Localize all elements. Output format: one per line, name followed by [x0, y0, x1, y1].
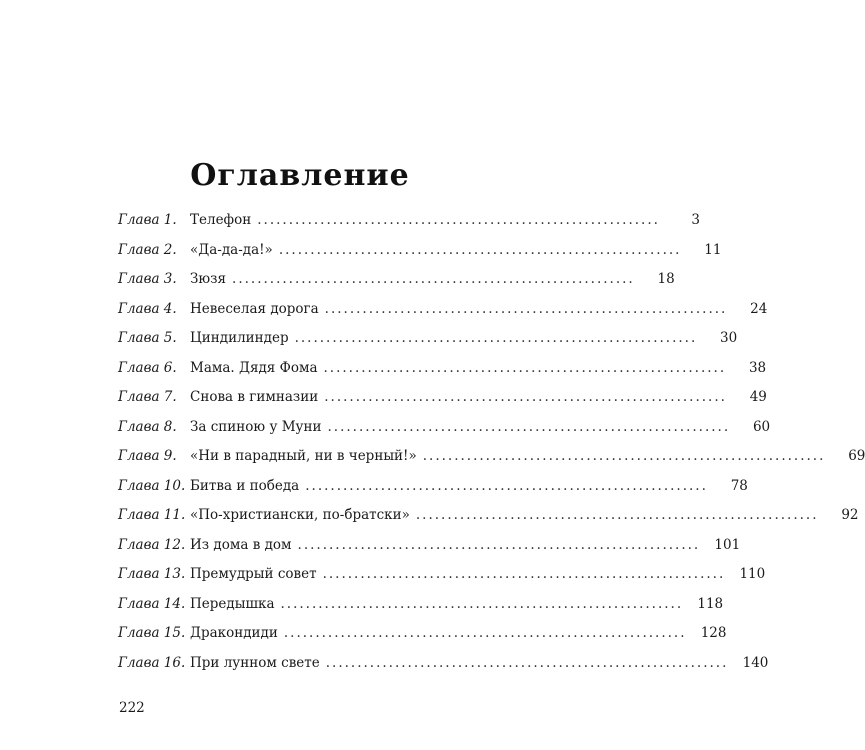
- page-number: 222: [119, 700, 145, 716]
- toc-chapter-title: Зюзя: [190, 271, 227, 287]
- toc-leader-dots: ................................................................: [415, 507, 819, 523]
- toc-chapter-title: Циндилиндер: [190, 330, 289, 346]
- toc-chapter-title: Мама. Дядя Фома: [190, 359, 318, 376]
- toc-chapter-title: Телефон: [190, 212, 252, 228]
- toc-page-number: 69: [848, 448, 865, 464]
- toc-chapter-title: Невеселая дорога: [190, 300, 319, 317]
- toc-chapter-label: Глава 1.: [118, 212, 177, 228]
- toc-chapter-label: Глава 12.: [118, 536, 186, 553]
- toc-page-number: 78: [730, 477, 748, 494]
- toc-chapter-label: Глава 3.: [118, 271, 177, 287]
- toc-leader-dots: ................................................................: [257, 212, 660, 228]
- toc-chapter-label: Глава 6.: [118, 359, 177, 376]
- toc-chapter-title: «Ни в парадный, ни в черный!»: [190, 448, 417, 464]
- toc-leader-dots: ................................................................: [232, 271, 635, 287]
- toc-leader-dots: ................................................................: [327, 418, 731, 435]
- toc-chapter-title: Из дома в дом: [190, 536, 292, 553]
- toc-entry: [118, 536, 741, 567]
- toc-chapter-label: Глава 5.: [118, 330, 177, 346]
- toc-chapter-title: За спиною у Муни: [190, 418, 322, 435]
- toc-leader-dots: ................................................................: [322, 566, 726, 582]
- toc-chapter-label: Глава 15.: [118, 625, 186, 641]
- toc-entry: [118, 477, 748, 508]
- toc-chapter-label: Глава 8.: [118, 418, 177, 435]
- toc-chapter-title: Битва и победа: [190, 477, 300, 494]
- toc-leader-dots: ................................................................: [297, 536, 701, 553]
- table-of-contents: [118, 212, 865, 684]
- toc-chapter-label: Глава 13.: [118, 566, 186, 582]
- toc-page-number: 30: [720, 330, 738, 346]
- toc-chapter-label: Глава 7.: [118, 389, 177, 405]
- toc-entry: [118, 330, 738, 360]
- toc-page-number: 18: [657, 271, 675, 287]
- toc-chapter-title: «По-христиански, по-братски»: [190, 507, 410, 523]
- toc-page-number: 128: [700, 625, 727, 641]
- toc-entry: [118, 507, 859, 537]
- toc-chapter-label: Глава 10.: [118, 477, 186, 494]
- toc-leader-dots: ................................................................: [280, 595, 684, 612]
- toc-page-number: 3: [691, 212, 700, 228]
- toc-entry: [118, 271, 675, 301]
- toc-entry: [118, 241, 722, 272]
- toc-entry: [118, 418, 771, 449]
- toc-page-number: 110: [739, 566, 766, 582]
- toc-page-number: 118: [697, 595, 724, 612]
- toc-page-number: 92: [841, 507, 859, 523]
- toc-leader-dots: ................................................................: [324, 300, 728, 317]
- toc-entry: [118, 625, 727, 655]
- toc-leader-dots: ................................................................: [283, 625, 687, 641]
- toc-leader-dots: ................................................................: [305, 477, 708, 494]
- toc-entry: [118, 654, 769, 685]
- toc-entry: [118, 212, 700, 242]
- toc-page-number: 38: [748, 359, 767, 376]
- toc-chapter-label: Глава 14.: [118, 595, 186, 612]
- toc-entry: [118, 595, 724, 626]
- toc-leader-dots: ................................................................: [278, 241, 682, 258]
- toc-chapter-label: Глава 2.: [118, 241, 177, 258]
- toc-leader-dots: ................................................................: [294, 330, 698, 346]
- toc-page-number: 60: [752, 418, 771, 435]
- toc-chapter-label: Глава 9.: [118, 448, 177, 464]
- toc-page-number: 11: [704, 241, 722, 258]
- toc-chapter-title: Дракондиди: [190, 625, 278, 641]
- toc-entry: [118, 359, 767, 390]
- toc-page-number: 101: [714, 536, 741, 553]
- toc-page-number: 140: [742, 654, 769, 671]
- toc-entry: [118, 389, 767, 419]
- toc-chapter-label: Глава 4.: [118, 300, 177, 317]
- toc-entry: [118, 566, 766, 596]
- toc-page-number: 24: [750, 300, 768, 317]
- toc-leader-dots: ................................................................: [323, 359, 727, 376]
- toc-page-number: 49: [749, 389, 767, 405]
- toc-chapter-title: Передышка: [190, 595, 275, 612]
- toc-chapter-label: Глава 11.: [118, 507, 186, 523]
- toc-chapter-title: Премудрый совет: [190, 566, 317, 582]
- toc-leader-dots: ................................................................: [325, 654, 729, 671]
- toc-chapter-title: При лунном свете: [190, 654, 320, 671]
- toc-leader-dots: ................................................................: [324, 389, 727, 405]
- toc-entry: [118, 300, 768, 331]
- toc-chapter-title: «Да-да-да!»: [190, 241, 273, 258]
- toc-chapter-label: Глава 16.: [118, 654, 186, 671]
- toc-chapter-title: Снова в гимназии: [190, 389, 319, 405]
- toc-entry: [118, 448, 865, 478]
- page-title: Оглавление: [190, 158, 410, 193]
- toc-leader-dots: ................................................................: [422, 448, 826, 464]
